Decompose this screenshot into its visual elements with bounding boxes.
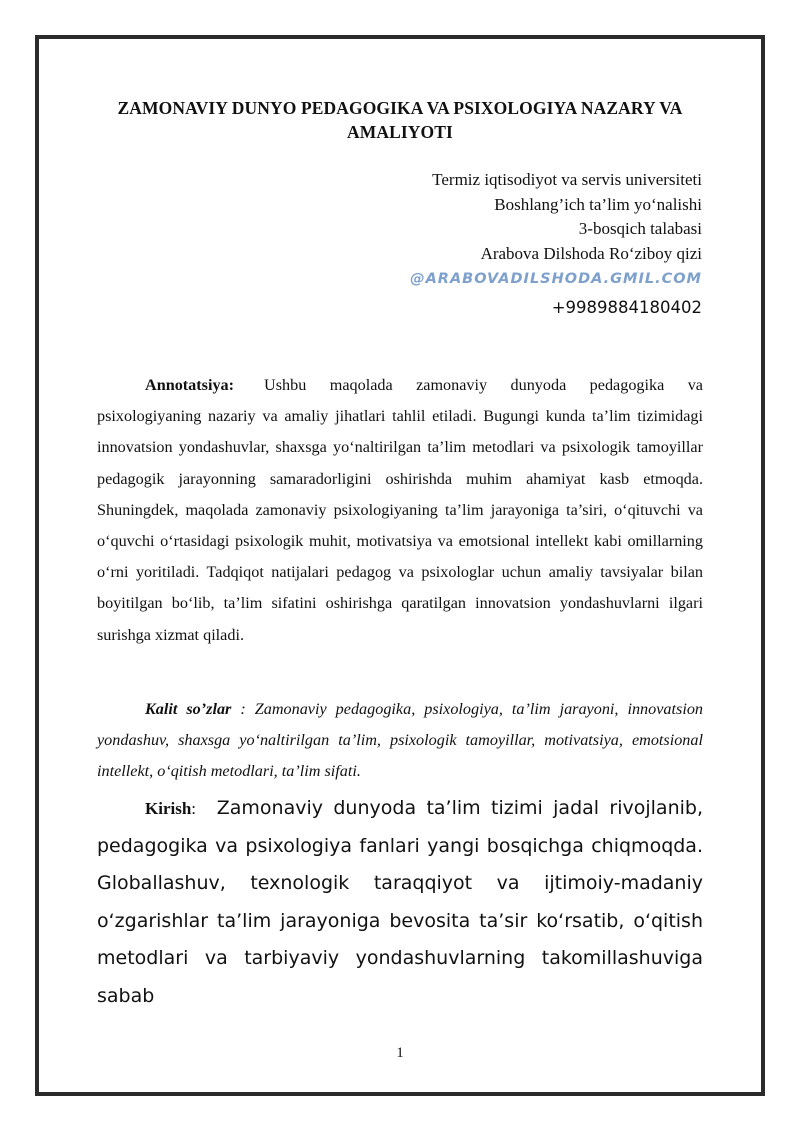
author-direction: Boshlang’ich ta’lim yo‘nalishi — [494, 194, 702, 214]
author-university: Termiz iqtisodiyot va servis universiteti — [432, 170, 702, 189]
abstract-label: Annotatsiya: — [145, 376, 235, 394]
abstract-paragraph — [97, 370, 703, 651]
author-phone: +9989884180402 — [551, 298, 702, 317]
abstract-text: Ushbu maqolada zamonaviy dunyoda pedagogika va psixologiyaning nazariy va amaliy jihatlari tahlil etiladi. Bugungi kunda ta’lim tizimidagi innovatsion yondashuvlar, shaxsga yo‘naltirilgan ta’lim metodlari va psixologik tamoyillar pedagogik jarayonning samaradorligini oshirishda muhim ahamiyat kasb etmoqda. Shuningdek, maqolada zamonaviy psixologiyaning ta’lim jarayoniga ta’siri, o‘qituvchi va o‘quvchi o‘rtasidagi psixologik muhit, motivatsiya va emotsional intellekt kabi omillarning o‘rni yoritiladi. Tadqiqot natijalari pedagog va psixologlar uchun amaliy tavsiyalar bilan boyitilgan bo‘lib, ta’lim sifatini oshirishga qaratilgan innovatsion yondashuvlarni ilgari surishga xizmat qiladi. — [97, 376, 703, 644]
intro-paragraph — [97, 790, 703, 1015]
intro-label: Kirish — [145, 799, 192, 818]
keywords-paragraph — [97, 694, 703, 788]
intro-colon: : — [191, 799, 197, 818]
author-course: 3-bosqich talabasi — [578, 219, 702, 238]
page-number: 1 — [396, 1045, 404, 1061]
author-email: @ARABOVADILSHODA.GMIL.COM — [410, 271, 702, 287]
author-block — [410, 168, 702, 324]
intro-text: Zamonaviy dunyoda ta’lim tizimi jadal rivojlanib, pedagogika va psixologiya fanlari yangi bosqichga chiqmoqda. Globallashuv, texnologik taraqqiyot va ijtimoiy-madaniy o‘zgarishlar ta’lim jarayoniga bevosita ta’sir ko‘rsatib, o‘qitish metodlari va tarbiyaviy yondashuvlarning takomillashuviga sabab — [97, 797, 703, 1007]
article-title: ZAMONAVIY DUNYO PEDAGOGIKA VA PSIXOLOGIYA NAZARY VA AMALIYOTI — [117, 98, 683, 142]
author-name: Arabova Dilshoda Ro‘ziboy qizi — [480, 243, 702, 263]
keywords-text: : Zamonaviy pedagogika, psixologiya, ta’lim jarayoni, innovatsion yondashuv, shaxsga yo‘naltirilgan ta’lim, psixologik tamoyillar, motivatsiya, emotsional intellekt, o‘qitish metodlari, ta’lim sifati. — [97, 700, 704, 781]
keywords-label: Kalit so’zlar — [145, 700, 232, 718]
